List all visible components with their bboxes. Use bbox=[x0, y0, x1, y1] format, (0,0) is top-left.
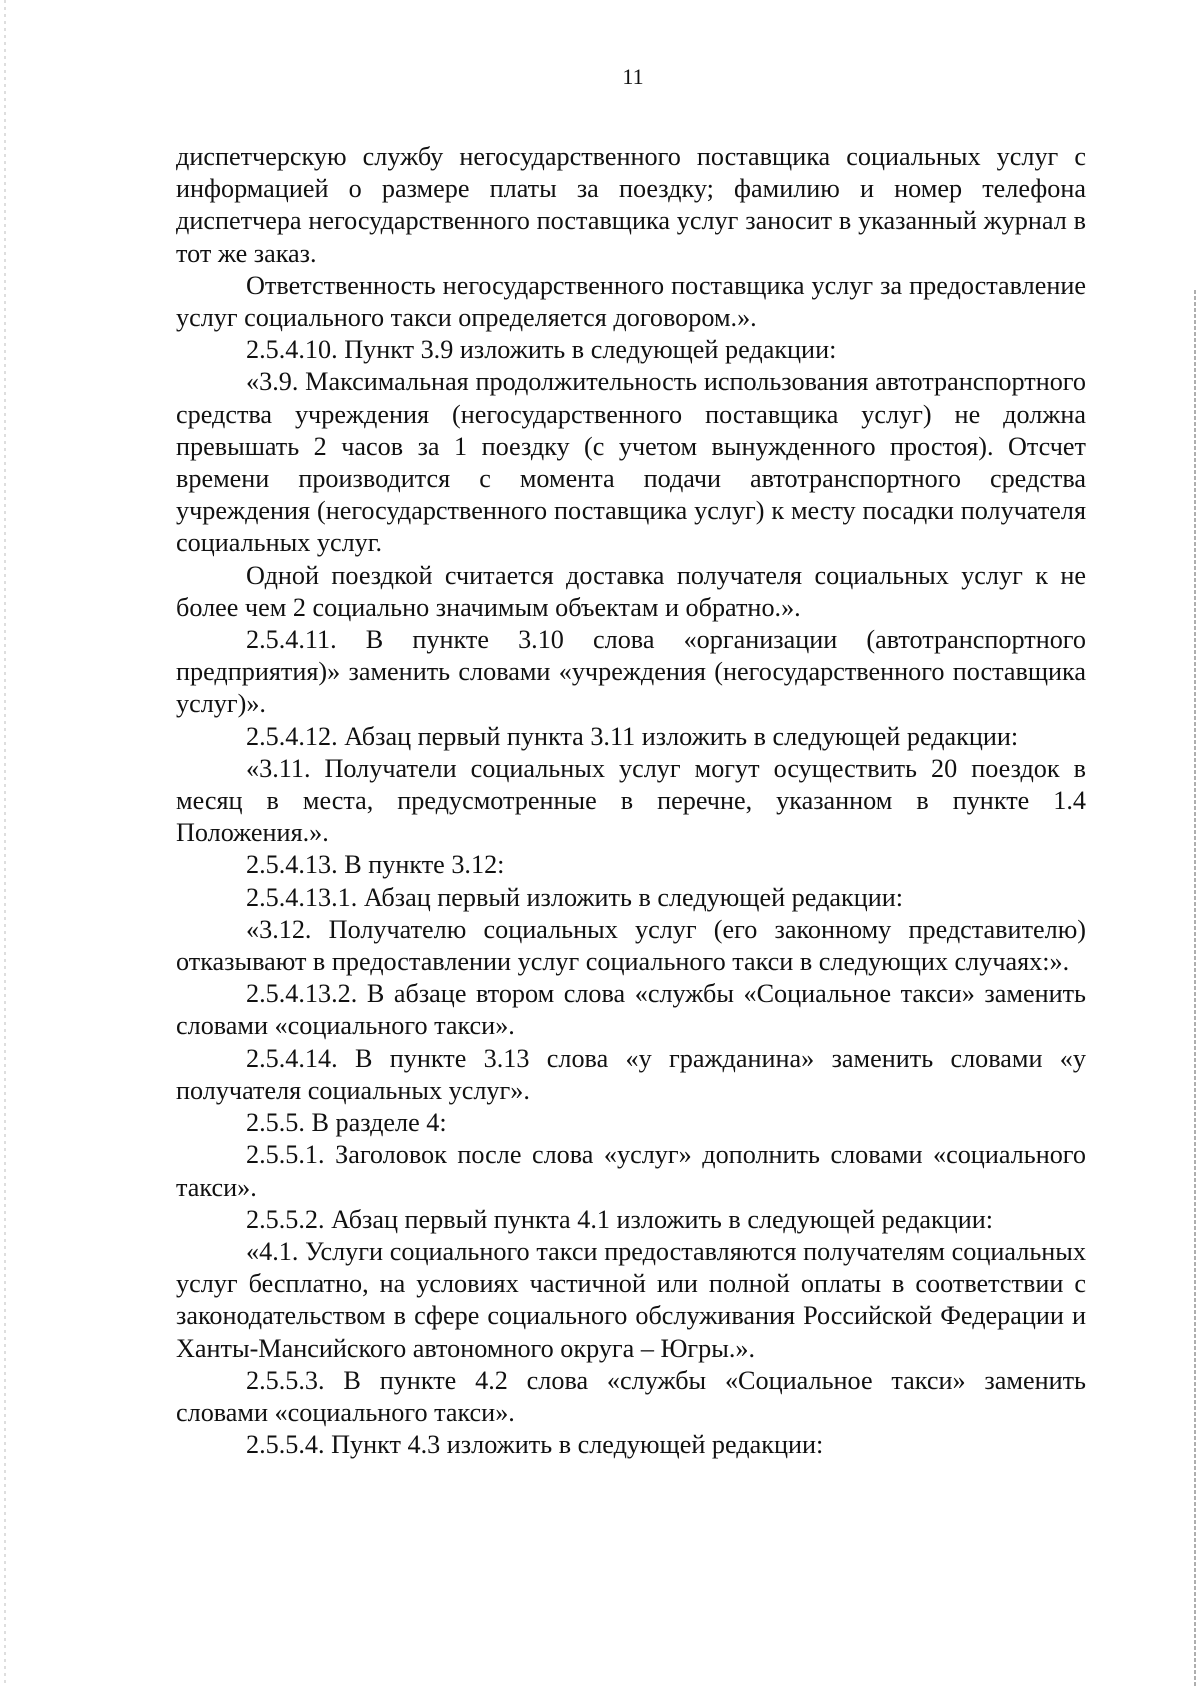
paragraph: 2.5.5.2. Абзац первый пункта 4.1 изложить в следующей редакции: bbox=[246, 1204, 993, 1234]
page-number: 11 bbox=[622, 64, 644, 89]
paragraph: диспетчерскую службу негосударственного поставщика социальных услуг с информацией о размере платы за поездку; фамилию и номер телефона диспетчера негосударственного поставщика услуг заносит в указанный журнал в тот же заказ. bbox=[176, 142, 1086, 268]
document-body bbox=[176, 141, 1086, 1461]
paragraph: 2.5.5. В разделе 4: bbox=[246, 1108, 447, 1138]
paragraph: 2.5.4.13. В пункте 3.12: bbox=[246, 850, 505, 880]
paragraph: 2.5.5.3. В пункте 4.2 слова «службы «Социальное такси» заменить словами «социального такси». bbox=[176, 1365, 1086, 1427]
paragraph: 2.5.4.13.2. В абзаце втором слова «службы «Социальное такси» заменить словами «социального такси». bbox=[176, 979, 1086, 1041]
paragraph: «3.11. Получатели социальных услуг могут осуществить 20 поездок в месяц в места, предусмотренные в перечне, указанном в пункте 1.4 Положения.». bbox=[176, 753, 1086, 848]
paragraph: 2.5.5.1. Заголовок после слова «услуг» дополнить словами «социального такси». bbox=[176, 1140, 1086, 1202]
paragraph: «4.1. Услуги социального такси предоставляются получателям социальных услуг бесплатно, на условиях частичной или полной оплаты в соответствии с законодательством в сфере социального обслуживания Российской Федерации и Ханты-Мансийского автономного округа – Югры.». bbox=[176, 1236, 1086, 1363]
paragraph: Одной поездкой считается доставка получателя социальных услуг к не более чем 2 социально значимым объектам и обратно.». bbox=[176, 560, 1086, 622]
paragraph: 2.5.4.10. Пункт 3.9 изложить в следующей редакции: bbox=[246, 335, 837, 365]
paragraph: 2.5.4.12. Абзац первый пункта 3.11 изложить в следующей редакции: bbox=[246, 721, 1019, 751]
scan-edge-right bbox=[1194, 290, 1196, 1686]
paragraph: 2.5.5.4. Пункт 4.3 изложить в следующей редакции: bbox=[246, 1430, 824, 1460]
paragraph: Ответственность негосударственного поставщика услуг за предоставление услуг социального такси определяется договором.». bbox=[176, 270, 1086, 333]
paragraph: «3.9. Максимальная продолжительность использования автотранспортного средства учреждения (негосударственного поставщика услуг) не должна превышать 2 часов за 1 поездку (с учетом вынужденного простоя). Отсчет времени производится с момента подачи автотранспортного средства учреждения (негосударственного поставщика услуг) к месту посадки получателя социальных услуг. bbox=[176, 367, 1086, 558]
paragraph: «3.12. Получателю социальных услуг (его законному представителю) отказывают в предоставлении услуг социального такси в следующих случаях:». bbox=[176, 914, 1086, 977]
paragraph: 2.5.4.14. В пункте 3.13 слова «у гражданина» заменить словами «у получателя социальных услуг». bbox=[176, 1043, 1086, 1105]
scan-edge-left bbox=[4, 0, 6, 1686]
paragraph: 2.5.4.11. В пункте 3.10 слова «организации (автотранспортного предприятия)» заменить словами «учреждения (негосударственного поставщика услуг)». bbox=[176, 625, 1086, 719]
paragraph: 2.5.4.13.1. Абзац первый изложить в следующей редакции: bbox=[246, 882, 904, 912]
